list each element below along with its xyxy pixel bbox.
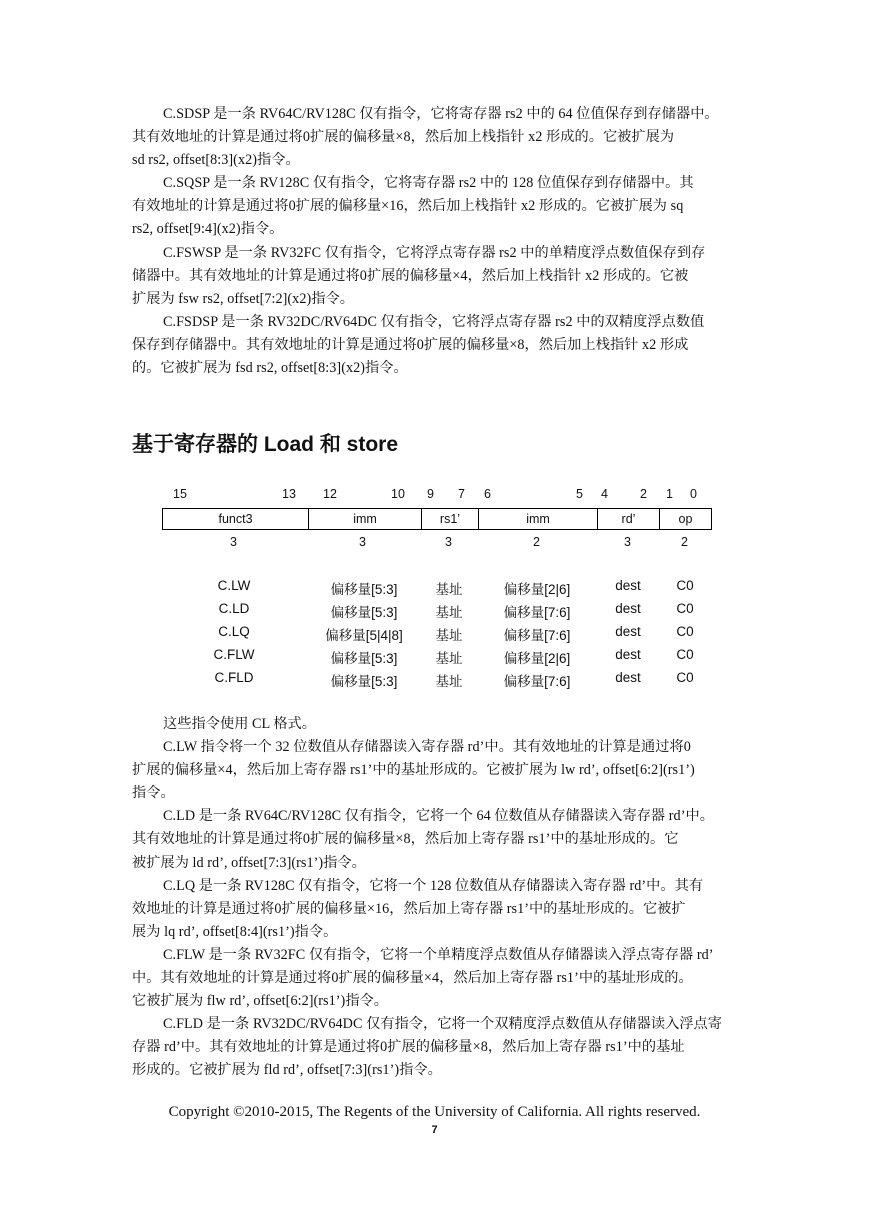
format-field-row [163,509,712,530]
paragraph-line: C.LQ 是一条 RV128C 仅有指令，它将一个 128 位数值从存储器读入寄存器 rd’中。其有 [163,877,704,894]
paragraph-line: 储器中。其有效地址的计算是通过将0扩展的偏移量×4，然后加上栈指针 x2 形成的。它被 [132,267,689,284]
instruction-cell: C.LD [218,601,250,616]
bit-label: 12 [323,487,337,501]
paragraph-line: 它被扩展为 flw rd’, offset[6:2](rs1’)指令。 [132,993,389,1010]
instruction-cell: dest [615,624,641,639]
instruction-cell: 基址 [435,628,463,643]
paragraph [132,875,740,944]
paragraph-line: C.LW 指令将一个 32 位数值从存储器读入寄存器 rd’中。其有效地址的计算是通过将0 [163,739,691,756]
instruction-cell: 基址 [435,582,463,597]
instruction-cell: 偏移量[7:6] [503,605,571,620]
instruction-cell: 偏移量[5:3] [330,582,398,597]
paragraph-line: C.FSWSP 是一条 RV32FC 仅有指令，它将浮点寄存器 rs2 中的单精度浮点数值保存到存 [163,244,706,261]
paragraph-line: 扩展为 fsw rs2, offset[7:2](x2)指令。 [132,290,354,307]
bit-label: 2 [640,487,647,501]
field-op: op [660,509,712,530]
instruction-cell: 基址 [435,651,463,666]
paragraph-line: rs2, offset[9:4](x2)指令。 [132,221,284,238]
paragraph-line: 效地址的计算是通过将0扩展的偏移量×16，然后加上寄存器 rs1’中的基址形成的。它被扩 [132,900,686,917]
copyright-notice: Copyright ©2010-2015, The Regents of the University of California. All rights reserved. [168,1104,701,1120]
instruction-cell: C0 [676,624,694,639]
paragraph-line: 这些指令使用 CL 格式。 [163,716,317,732]
instruction-cell: C0 [676,647,694,662]
instruction-cell: dest [615,578,641,593]
bit-label: 1 [666,487,673,501]
bit-label: 13 [282,487,296,501]
bit-label: 10 [391,487,405,501]
bit-label: 5 [576,487,583,501]
field-rs1: rs1’ [422,509,479,530]
paragraph-line: 中。其有效地址的计算是通过将0扩展的偏移量×4，然后加上寄存器 rs1’中的基址形成的。 [132,970,693,987]
instruction-cell: C0 [676,601,694,616]
paragraph [132,242,740,311]
instruction-cell: 偏移量[5|4|8] [325,628,403,643]
bit-label: 6 [484,487,491,501]
paragraph-line: 扩展的偏移量×4，然后加上寄存器 rs1’中的基址形成的。它被扩展为 lw rd’, offset[6:2](rs1’) [132,762,695,779]
instruction-cell: 偏移量[5:3] [330,674,398,689]
bit-label: 7 [458,487,465,501]
instruction-cell: C0 [676,578,694,593]
field-imm-low: imm [479,509,598,530]
instruction-cell: C.LW [217,578,251,593]
field-rd: rd’ [598,509,660,530]
field-width: 2 [533,535,540,549]
paragraph-line: 指令。 [132,785,175,802]
paragraph [132,944,740,1013]
page-number: 7 [431,1124,438,1136]
instruction-cell: dest [615,647,641,662]
paragraph-line: 的。它被扩展为 fsd rs2, offset[8:3](x2)指令。 [132,360,408,377]
paragraph [132,103,740,172]
field-funct3: funct3 [163,509,309,530]
instruction-cell: C.FLD [214,670,254,685]
paragraph-line: sd rs2, offset[8:3](x2)指令。 [132,152,300,169]
instruction-cell: 偏移量[5:3] [330,605,398,620]
instruction-cell: C.FLW [213,647,255,662]
field-width: 3 [359,535,366,549]
paragraph-line: 有效地址的计算是通过将0扩展的偏移量×16，然后加上栈指针 x2 形成的。它被扩展为 sq [132,198,684,215]
instruction-cell: 偏移量[5:3] [330,651,398,666]
paragraph-line: C.FLW 是一条 RV32FC 仅有指令，它将一个单精度浮点数值从存储器读入浮点寄存器 rd’ [163,947,714,963]
field-width: 3 [230,535,237,549]
paragraph-line: C.SDSP 是一条 RV64C/RV128C 仅有指令，它将寄存器 rs2 中的 64 位值保存到存储器中。 [163,106,719,122]
instruction-cell: 偏移量[7:6] [503,628,571,643]
field-width: 2 [681,535,688,549]
instruction-cell: 基址 [435,605,463,620]
paragraph-line: 保存到存储器中。其有效地址的计算是通过将0扩展的偏移量×8，然后加上栈指针 x2 形成 [132,336,689,353]
field-width: 3 [624,535,631,549]
instruction-cell: 偏移量[7:6] [503,674,571,689]
paragraph-line: C.LD 是一条 RV64C/RV128C 仅有指令，它将一个 64 位数值从存储器读入寄存器 rd’中。 [163,808,714,825]
instruction-cell: C0 [676,670,694,685]
section-title: 基于寄存器的 Load 和 store [132,433,399,456]
field-imm-high: imm [309,509,422,530]
bit-label: 0 [690,487,697,501]
paragraph-line: C.FSDSP 是一条 RV32DC/RV64DC 仅有指令，它将浮点寄存器 rs2 中的双精度浮点数值 [163,313,705,330]
paragraph-line: C.SQSP 是一条 RV128C 仅有指令，它将寄存器 rs2 中的 128 位值保存到存储器中。其 [163,175,694,192]
paragraph-line: 存器 rd’中。其有效地址的计算是通过将0扩展的偏移量×8，然后加上寄存器 rs1’中的基址 [132,1039,685,1056]
instruction-cell: 基址 [435,674,463,689]
cl-format-table [162,508,712,530]
paragraph-line: 其有效地址的计算是通过将0扩展的偏移量×8，然后加上栈指针 x2 形成的。它被扩展为 [132,129,675,146]
bit-label: 9 [427,487,434,501]
paragraph [132,172,740,241]
paragraph-line: C.FLD 是一条 RV32DC/RV64DC 仅有指令，它将一个双精度浮点数值从存储器读入浮点寄 [163,1016,723,1033]
instruction-cell: dest [615,670,641,685]
paragraph [132,1013,740,1082]
paragraph-line: 形成的。它被扩展为 fld rd’, offset[7:3](rs1’)指令。 [132,1062,442,1079]
paragraph [132,736,740,805]
bit-label: 15 [173,487,187,501]
paragraph-line: 其有效地址的计算是通过将0扩展的偏移量×8，然后加上寄存器 rs1’中的基址形成的。它 [132,831,679,848]
paragraph [132,311,740,380]
paragraph-line: 展为 lq rd’, offset[8:4](rs1’)指令。 [132,923,338,940]
bit-label: 4 [601,487,608,501]
instruction-cell: dest [615,601,641,616]
field-width: 3 [445,535,452,549]
instruction-cell: C.LQ [218,624,250,639]
paragraph [132,805,740,874]
instruction-cell: 偏移量[2|6] [503,582,571,597]
instruction-cell: 偏移量[2|6] [503,651,571,666]
paragraph [132,713,740,736]
paragraph-line: 被扩展为 ld rd’, offset[7:3](rs1’)指令。 [132,854,366,871]
